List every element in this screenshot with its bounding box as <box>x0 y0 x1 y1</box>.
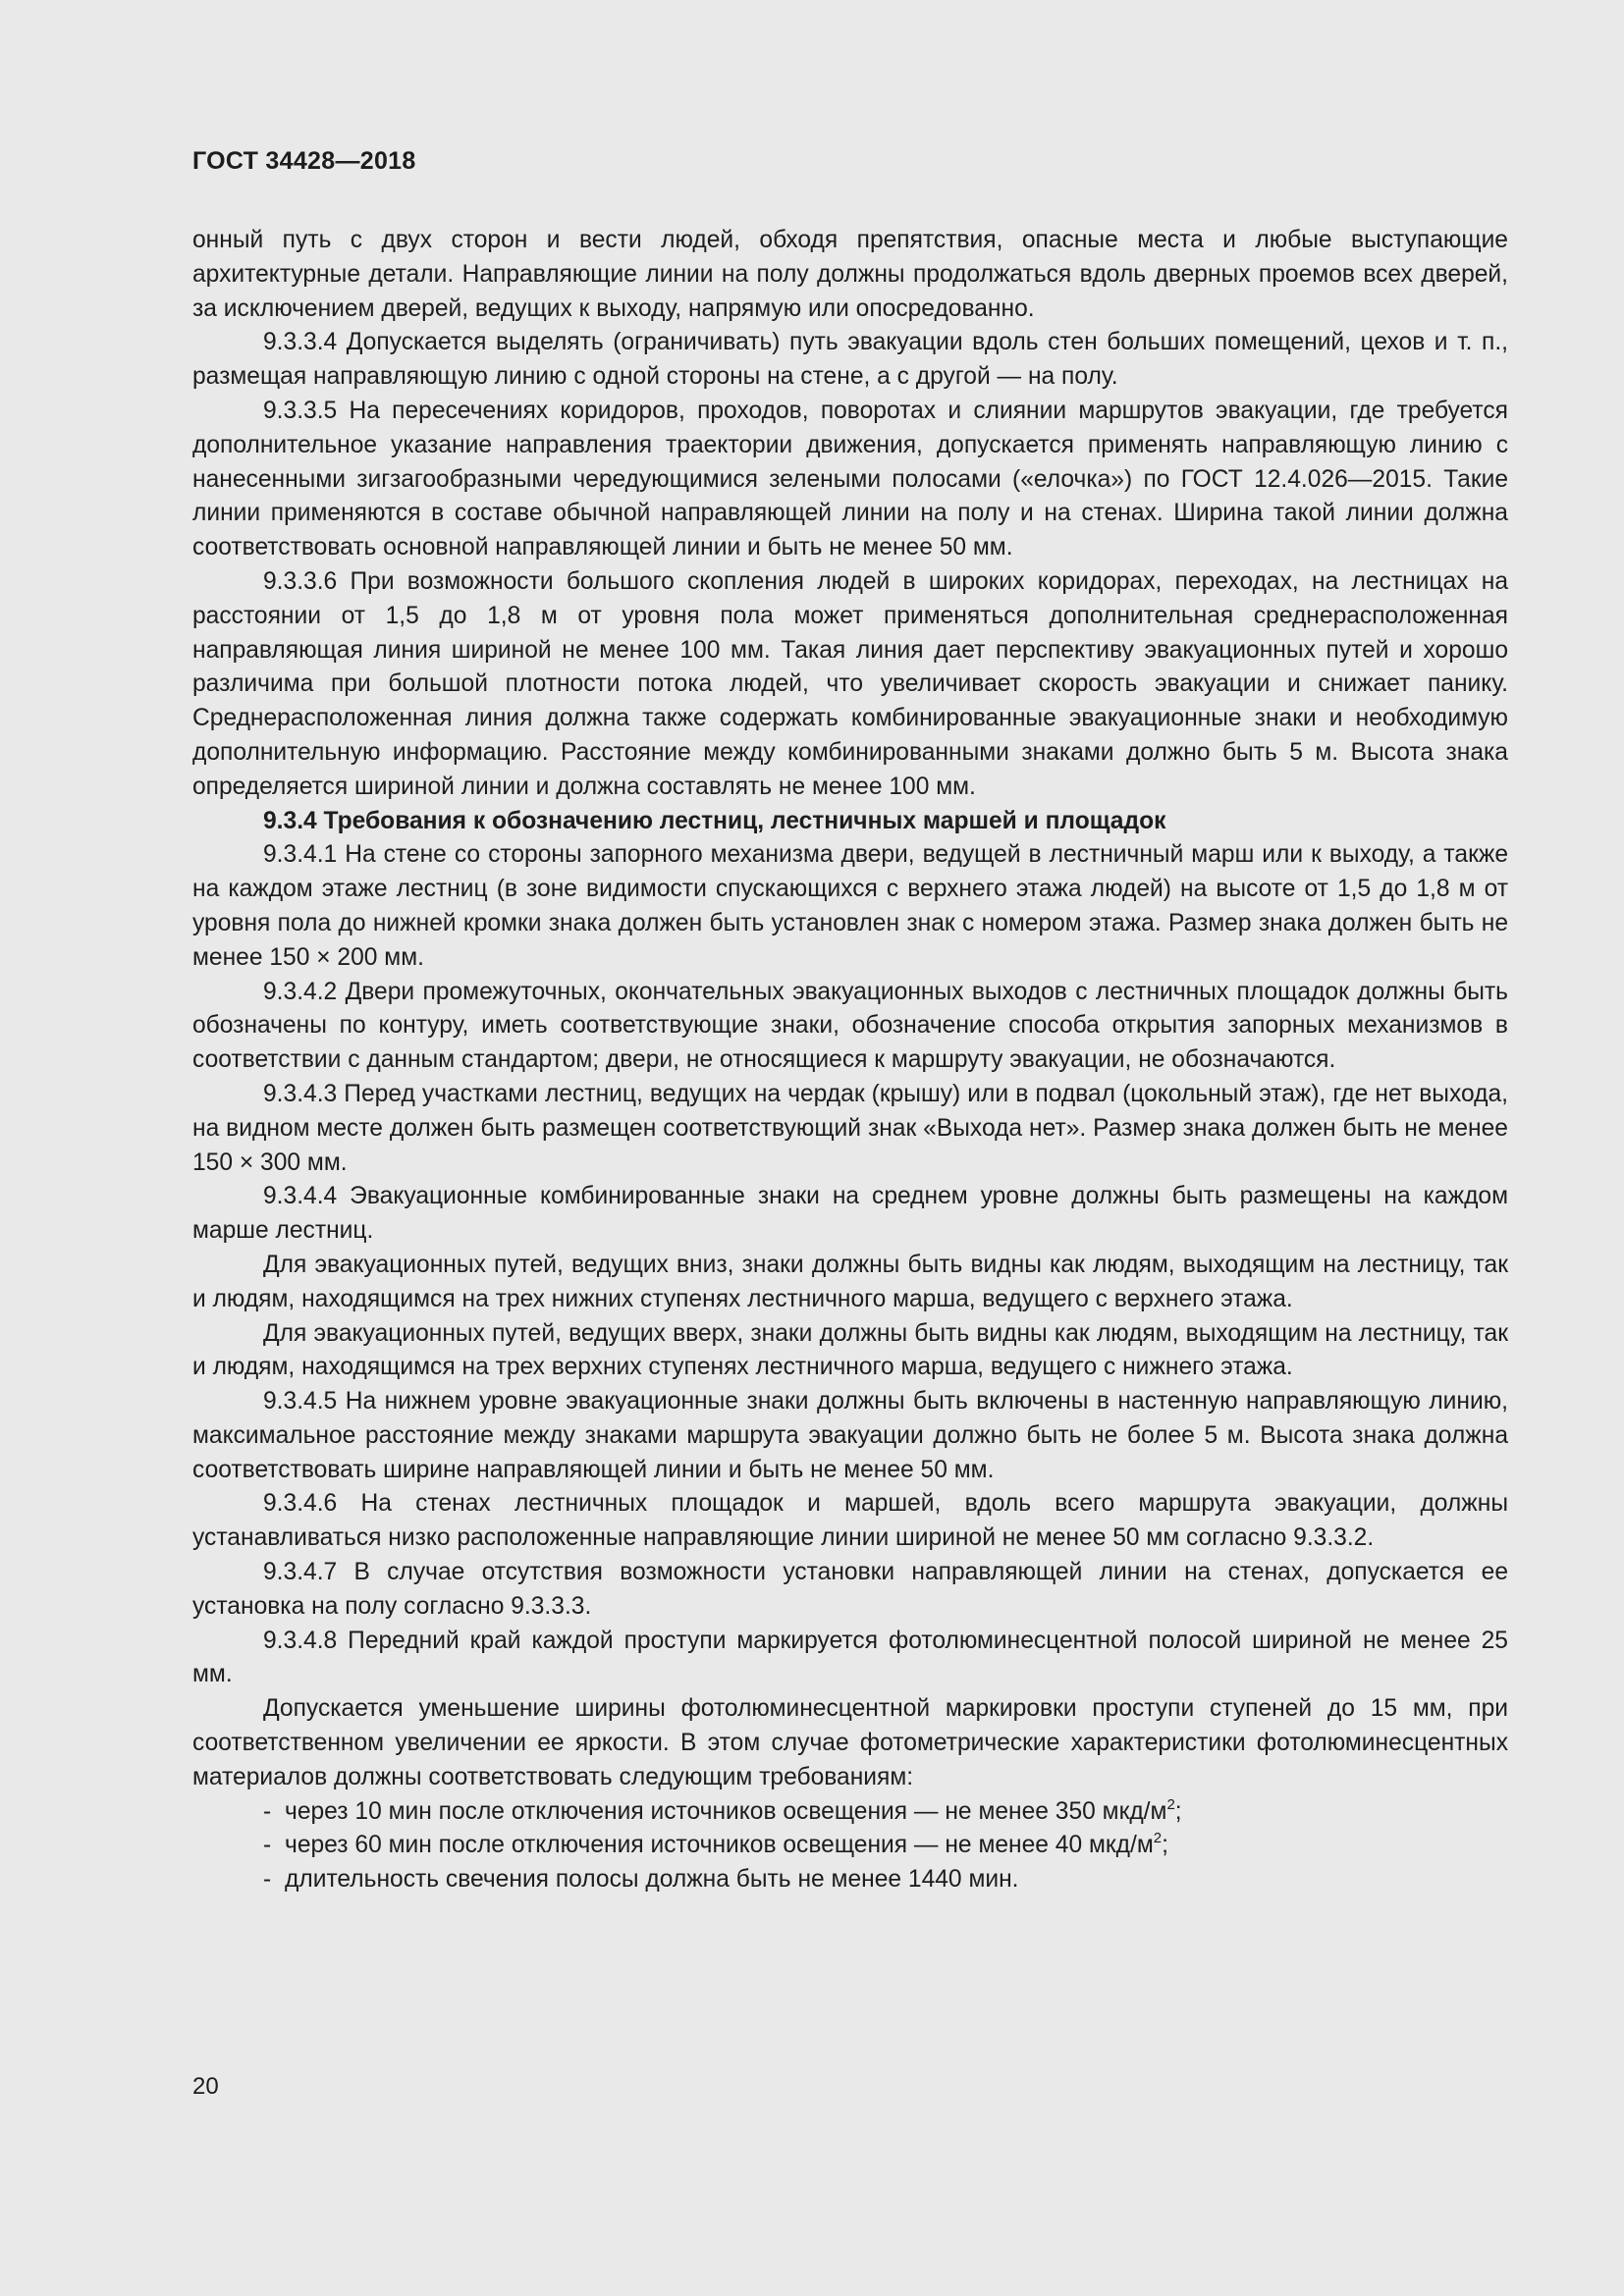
clause-9-3-4-5: 9.3.4.5 На нижнем уровне эвакуационные знаки должны быть включены в настенную направляющую линию, максимальное расстояние между знаками маршрута эвакуации должно быть не более 5 м. Высота знака должна соответствовать ширине направляющей линии и быть не менее 50 мм. <box>192 1388 1508 1483</box>
clause-9-3-4-1: 9.3.4.1 На стене со стороны запорного механизма двери, ведущей в лестничный марш или к выходу, а также на каждом этаже лестниц (в зоне видимости спускающихся с верхнего этажа людей) на высоте от 1,5 до 1,8 м от уровня пола до нижней кромки знака должен быть установлен знак с номером этажа. Размер знака должен быть не менее 150 × 200 мм. <box>192 841 1508 971</box>
list-item-end: ; <box>1162 1832 1168 1859</box>
clause-9-3-4-2: 9.3.4.2 Двери промежуточных, окончательных эвакуационных выходов с лестничных площадок должны быть обозначены по контуру, иметь соответствующие знаки, обозначение способа открытия запорных механизмов в соответствии с данным стандартом; двери, не относящиеся к маршруту эвакуации, не обозначаются. <box>192 978 1508 1074</box>
document-header: ГОСТ 34428—2018 <box>192 147 416 175</box>
superscript: 2 <box>1166 1795 1175 1813</box>
list-item <box>192 1863 1508 1897</box>
list-item-text: через 60 мин после отключения источников освещения — не менее 40 мкд/м <box>285 1832 1154 1859</box>
document-body <box>192 224 1508 1897</box>
list-item <box>192 1795 1508 1830</box>
clause-9-3-4-4: 9.3.4.4 Эвакуационные комбинированные знаки на среднем уровне должны быть размещены на каждом марше лестниц. <box>192 1183 1508 1245</box>
list-item-text: через 10 мин после отключения источников освещения — не менее 350 мкд/м <box>285 1797 1167 1825</box>
list-dash: - <box>263 1866 272 1894</box>
clause-9-3-4-6: 9.3.4.6 На стенах лестничных площадок и маршей, вдоль всего маршрута эвакуации, должны устанавливаться низко расположенные направляющие линии шириной не менее 50 мм согласно 9.3.3.2. <box>192 1490 1508 1552</box>
clause-9-3-4-7: 9.3.4.7 В случае отсутствия возможности установки направляющей линии на стенах, допускается ее установка на полу согласно 9.3.3.3. <box>192 1559 1508 1620</box>
paragraph-width-reduction: Допускается уменьшение ширины фотолюминесцентной маркировки проступи ступеней до 15 мм, при соответственном увеличении ее яркости. В этом случае фотометрические характеристики фотолюминесцентных материалов должны соответствовать следующим требованиям: <box>192 1695 1508 1790</box>
clause-9-3-4-3: 9.3.4.3 Перед участками лестниц, ведущих на чердак (крышу) или в подвал (цокольный этаж), где нет выхода, на видном месте должен быть размещен соответствующий знак «Выхода нет». Размер знака должен быть не менее 150 × 300 мм. <box>192 1080 1508 1176</box>
clause-9-3-3-4: 9.3.3.4 Допускается выделять (ограничивать) путь эвакуации вдоль стен больших помещений, цехов и т. п., размещая направляющую линию с одной стороны на стене, а с другой — на полу. <box>192 329 1508 391</box>
clause-9-3-3-6: 9.3.3.6 При возможности большого скопления людей в широких коридорах, переходах, на лестницах на расстоянии от 1,5 до 1,8 м от уровня пола может применяться дополнительная среднерасположенная направляющая линия шириной не менее 100 мм. Такая линия дает перспективу эвакуационных путей и хорошо различима при большой плотности потока людей, что увеличивает скорость эвакуации и снижает панику. Среднерасположенная линия должна также содержать комбинированные эвакуационные знаки и необходимую дополнительную информацию. Расстояние между комбинированными знаками должно быть 5 м. Высота знака определяется шириной линии и должна составлять не менее 100 мм. <box>192 567 1508 800</box>
requirements-list <box>192 1795 1508 1897</box>
paragraph-downward-paths: Для эвакуационных путей, ведущих вниз, знаки должны быть видны как людям, выходящим на лестницу, так и людям, находящимся на трех нижних ступенях лестничного марша, ведущего с верхнего этажа. <box>192 1251 1508 1312</box>
list-item <box>192 1829 1508 1863</box>
list-item-text: длительность свечения полосы должна быть не менее 1440 мин. <box>285 1866 1019 1894</box>
paragraph-upward-paths: Для эвакуационных путей, ведущих вверх, знаки должны быть видны как людям, выходящим на лестницу, так и людям, находящимся на трех верхних ступенях лестничного марша, ведущего с нижнего этажа. <box>192 1319 1508 1381</box>
superscript: 2 <box>1153 1830 1163 1847</box>
clause-9-3-3-5: 9.3.3.5 На пересечениях коридоров, проходов, поворотах и слиянии маршрутов эвакуации, где требуется дополнительное указание направления траектории движения, допускается применять направляющую линию с нанесенными зигзагообразными чередующимися зелеными полосами («елочка») по ГОСТ 12.4.026—2015. Такие линии применяются в составе обычной направляющей линии на полу и на стенах. Ширина такой линии должна соответствовать основной направляющей линии и быть не менее 50 мм. <box>192 397 1508 561</box>
page-number: 20 <box>192 2073 219 2100</box>
list-dash: - <box>263 1832 272 1859</box>
list-dash: - <box>263 1797 272 1825</box>
list-item-end: ; <box>1174 1797 1182 1825</box>
section-heading-9-3-4: 9.3.4 Требования к обозначению лестниц, лестничных маршей и площадок <box>263 807 1166 834</box>
clause-9-3-4-8: 9.3.4.8 Передний край каждой проступи маркируется фотолюминесцентной полосой шириной не менее 25 мм. <box>192 1627 1508 1688</box>
paragraph-continuation: онный путь с двух сторон и вести людей, обходя препятствия, опасные места и любые выступающие архитектурные детали. Направляющие линии на полу должны продолжаться вдоль дверных проемов всех дверей, за исключением дверей, ведущих к выходу, напрямую или опосредованно. <box>192 227 1508 322</box>
